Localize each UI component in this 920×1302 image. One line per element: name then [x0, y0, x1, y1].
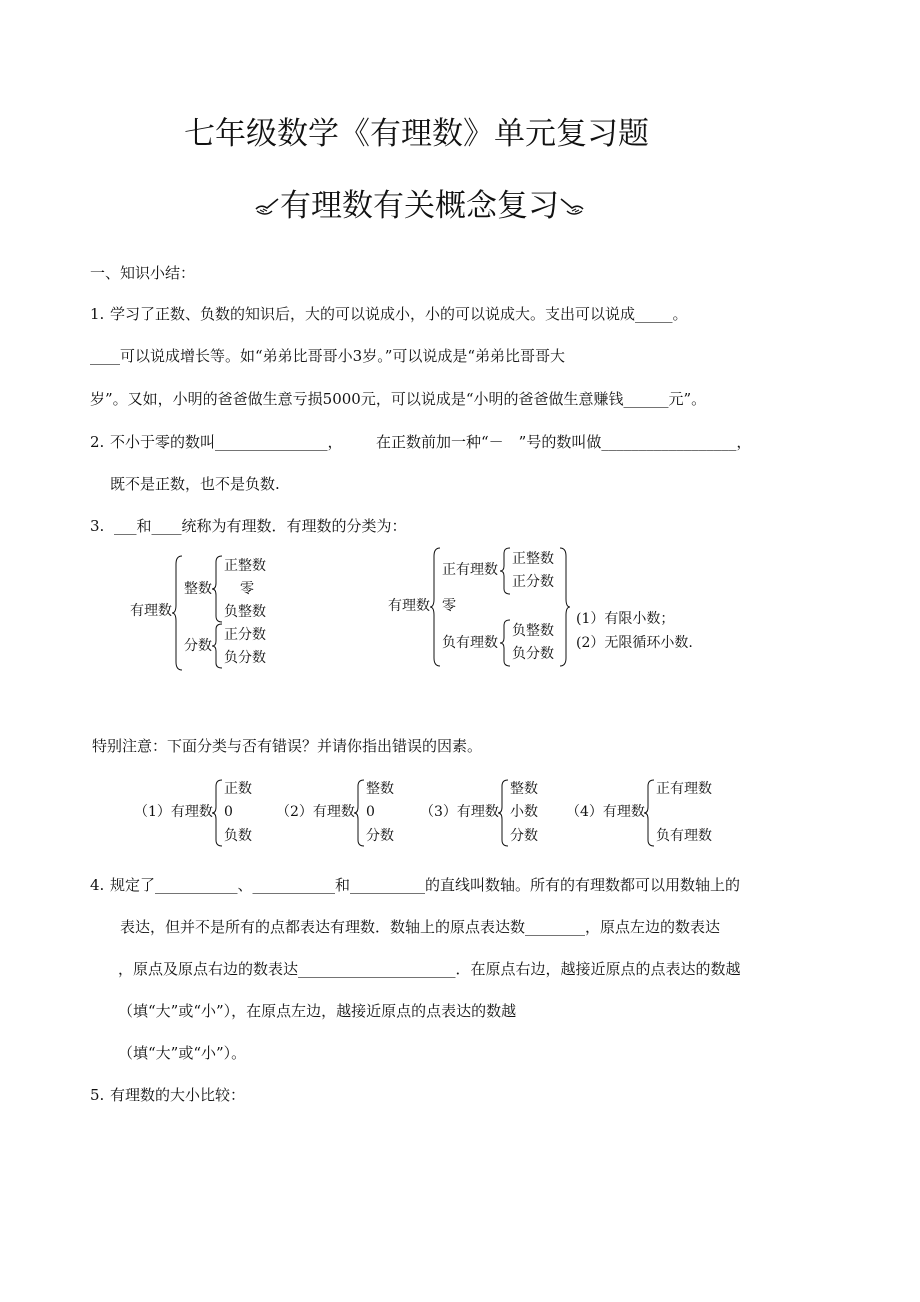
q2-line1a: 不小于零的数叫_______________，: [110, 433, 343, 451]
q1-line1: 学习了正数、负数的知识后，大的可以说成小，小的可以说成大。支出可以说成_____。: [110, 305, 688, 323]
tree1-zero: 零: [240, 581, 254, 597]
brace-icon: [500, 620, 512, 666]
q3-number: 3.: [90, 517, 105, 535]
cls-2-item: 整数: [366, 781, 394, 797]
cls-4-item: 正有理数: [656, 781, 712, 797]
q2-line2: 既不是正数，也不是负数.: [110, 475, 280, 493]
writing-hand-icon: [254, 193, 280, 219]
subtitle-text: 有理数有关概念复习: [280, 188, 559, 224]
subtitle-line: [254, 180, 585, 225]
special-note: 特别注意：下面分类与否有错误？并请你指出错误的因素。: [92, 737, 483, 755]
brace-icon: [430, 548, 442, 666]
tree2-pos-frac: 正分数: [512, 574, 554, 590]
tree1-int: 整数: [184, 581, 212, 597]
tree2-neg-frac: 负分数: [512, 646, 554, 662]
cls-1-item: 正数: [224, 781, 252, 797]
q4-line4: （填“大”或“小”），在原点左边，越接近原点的点表达的数越: [118, 1002, 517, 1020]
writing-hand-icon: [559, 193, 585, 219]
q3-line1: ___和____统称为有理数．有理数的分类为：: [114, 517, 407, 535]
q5-line1: 有理数的大小比较：: [110, 1086, 246, 1104]
brace-icon: [354, 780, 366, 846]
tree2-pos: 正有理数: [442, 562, 498, 578]
brace-icon: [172, 556, 184, 670]
tree1-frac: 分数: [184, 638, 212, 654]
brace-icon: [212, 624, 224, 668]
cls-2-label: （2）有理数: [276, 804, 355, 820]
q2-number: 2.: [90, 433, 105, 451]
cls-1-item: 0: [224, 804, 233, 820]
brace-icon: [498, 780, 510, 846]
cls-4-label: （4）有理数: [566, 804, 645, 820]
q4-number: 4.: [90, 876, 105, 894]
tree1-neg-int: 负整数: [224, 604, 266, 620]
cls-3-item: 整数: [510, 781, 538, 797]
tree2-neg-int: 负整数: [512, 623, 554, 639]
tree1-pos-frac: 正分数: [224, 627, 266, 643]
q1-line3: 岁”。又如，小明的爸爸做生意亏损5000元，可以说成是“小明的爸爸做生意赚钱______元”。: [90, 390, 707, 408]
q1-number: 1.: [90, 305, 105, 323]
q4-line5: （填“大”或“小”）。: [118, 1044, 247, 1062]
tree2-neg: 负有理数: [442, 635, 498, 651]
q4-line2: 表达，但并不是所有的点都表达有理数．数轴上的原点表达数________，原点左边的数表达: [120, 918, 721, 936]
cls-2-item: 0: [366, 804, 375, 820]
cls-2-item: 分数: [366, 828, 394, 844]
brace-icon: [212, 780, 224, 846]
q4-line3: ，原点及原点右边的数表达_____________________．在原点右边，越接近原点的点表达的数越: [118, 960, 741, 978]
cls-1-item: 负数: [224, 828, 252, 844]
brace-icon: [644, 780, 656, 846]
q5-number: 5.: [90, 1086, 105, 1104]
cls-3-label: （3）有理数: [420, 804, 499, 820]
tree2-note1: (1）有限小数；: [576, 611, 675, 627]
tree2-root: 有理数: [388, 598, 430, 614]
q1-line2: ____可以说成增长等。如“弟弟比哥哥小3岁。”可以说成是“弟弟比哥哥大: [90, 347, 566, 365]
tree1-root: 有理数: [130, 603, 172, 619]
cls-3-item: 分数: [510, 828, 538, 844]
page-title: 七年级数学《有理数》单元复习题: [184, 116, 649, 152]
brace-icon: [500, 548, 512, 594]
cls-3-item: 小数: [510, 804, 538, 820]
tree2-zero: 零: [442, 598, 456, 614]
section-heading: 一、知识小结：: [90, 264, 196, 282]
tree2-pos-int: 正整数: [512, 551, 554, 567]
tree1-pos-int: 正整数: [224, 558, 266, 574]
q4-line1: 规定了___________、___________和__________的直线叫数轴。所有的有理数都可以用数轴上的: [110, 876, 741, 894]
brace-icon: [560, 548, 572, 666]
tree1-neg-frac: 负分数: [224, 650, 266, 666]
brace-icon: [212, 556, 224, 622]
cls-4-item: 负有理数: [656, 828, 712, 844]
cls-1-label: （1）有理数: [134, 804, 213, 820]
q2-line1b: 在正数前加一种“－ ”号的数叫做__________________，: [376, 433, 752, 451]
tree2-note2: (2）无限循环小数.: [576, 635, 693, 651]
